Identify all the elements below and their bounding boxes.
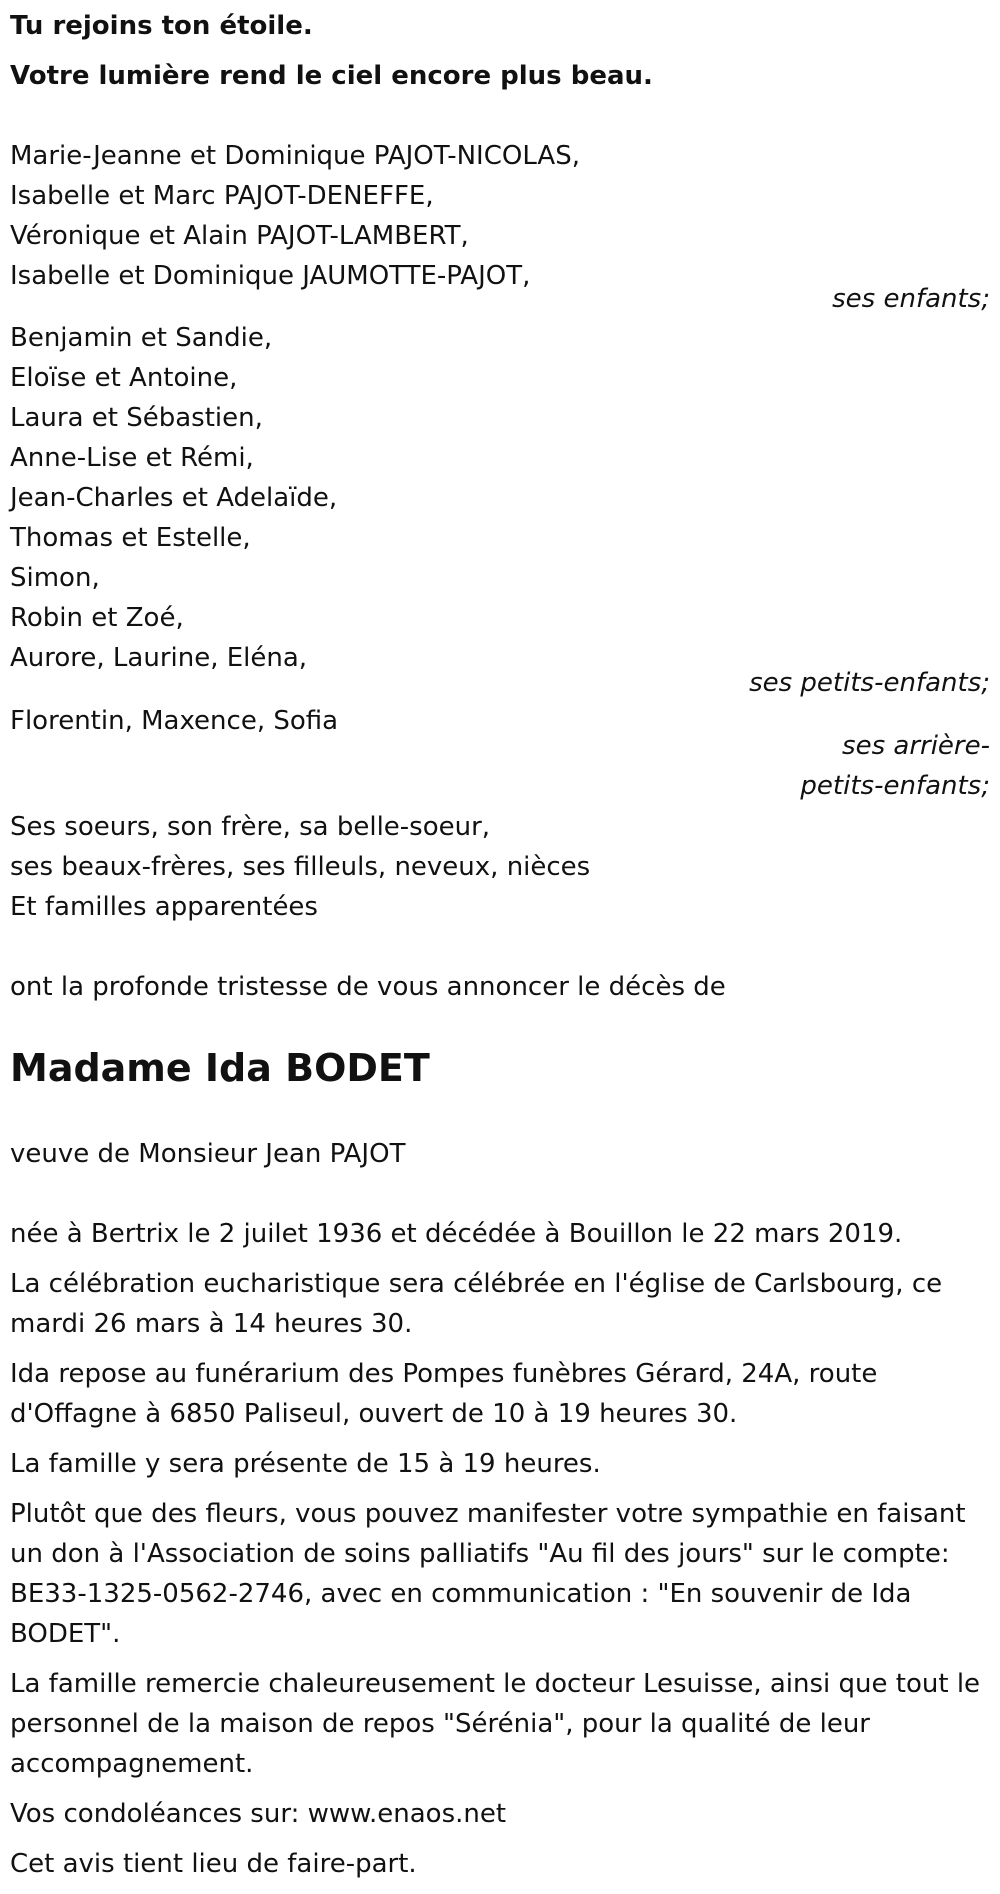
paragraph-birth-death: née à Bertrix le 2 juilet 1936 et décédée à Bouillon le 22 mars 2019. [10, 1219, 903, 1249]
grandchildren-role: ses petits-enfants; [749, 668, 990, 698]
grandchild-name: Thomas et Estelle, [10, 523, 251, 553]
paragraph-ceremony: La célébration eucharistique sera célébrée en l'église de Carlsbourg, ce mardi 26 mars à 14 heures 30. [10, 1269, 943, 1339]
child-name: Marie-Jeanne et Dominique PAJOT-NICOLAS, [10, 141, 580, 171]
paragraph-funerarium: Ida repose au funérarium des Pompes funèbres Gérard, 24A, route d'Offagne à 6850 Paliseul, ouvert de 10 à 19 heures 30. [10, 1359, 878, 1429]
announcement-text: ont la profonde tristesse de vous annoncer le décès de [10, 972, 726, 1002]
paragraph-closing: Cet avis tient lieu de faire-part. [10, 1849, 417, 1879]
header-line-2: Votre lumière rend le ciel encore plus beau. [10, 61, 653, 91]
child-name: Véronique et Alain PAJOT-LAMBERT, [10, 221, 469, 251]
paragraph-family-presence: La famille y sera présente de 15 à 19 heures. [10, 1449, 601, 1479]
grandchild-name: Laura et Sébastien, [10, 403, 263, 433]
paragraph-donation: Plutôt que des fleurs, vous pouvez manifester votre sympathie en faisant un don à l'Association de soins palliatifs "Au fil des jours" sur le compte: BE33-1325-0562-2746, avec en communication : "En souvenir de Ida BODET". [10, 1499, 966, 1649]
great-grandchildren-role: ses arrière-petits-enfants; [800, 731, 990, 801]
child-name: Isabelle et Marc PAJOT-DENEFFE, [10, 181, 434, 211]
deceased-name: Madame Ida BODET [10, 1046, 430, 1090]
paragraph-condolences: Vos condoléances sur: www.enaos.net [10, 1799, 507, 1829]
header-line-1: Tu rejoins ton étoile. [10, 11, 313, 41]
family-line: Et familles apparentées [10, 892, 318, 922]
grandchild-name: Aurore, Laurine, Eléna, [10, 643, 308, 673]
widow-of: veuve de Monsieur Jean PAJOT [10, 1139, 406, 1169]
grandchild-name: Eloïse et Antoine, [10, 363, 238, 393]
child-name: Isabelle et Dominique JAUMOTTE-PAJOT, [10, 261, 531, 291]
grandchild-name: Anne-Lise et Rémi, [10, 443, 254, 473]
children-role: ses enfants; [832, 284, 990, 314]
family-line: ses beaux-frères, ses filleuls, neveux, nièces [10, 852, 591, 882]
family-line: Ses soeurs, son frère, sa belle-soeur, [10, 812, 491, 842]
great-grandchildren-names: Florentin, Maxence, Sofia [10, 706, 339, 736]
grandchild-name: Jean-Charles et Adelaïde, [10, 483, 338, 513]
grandchild-name: Benjamin et Sandie, [10, 323, 273, 353]
grandchild-name: Simon, [10, 563, 100, 593]
paragraph-thanks: La famille remercie chaleureusement le docteur Lesuisse, ainsi que tout le personnel de la maison de repos "Sérénia", pour la qualité de leur accompagnement. [10, 1669, 981, 1779]
grandchild-name: Robin et Zoé, [10, 603, 184, 633]
